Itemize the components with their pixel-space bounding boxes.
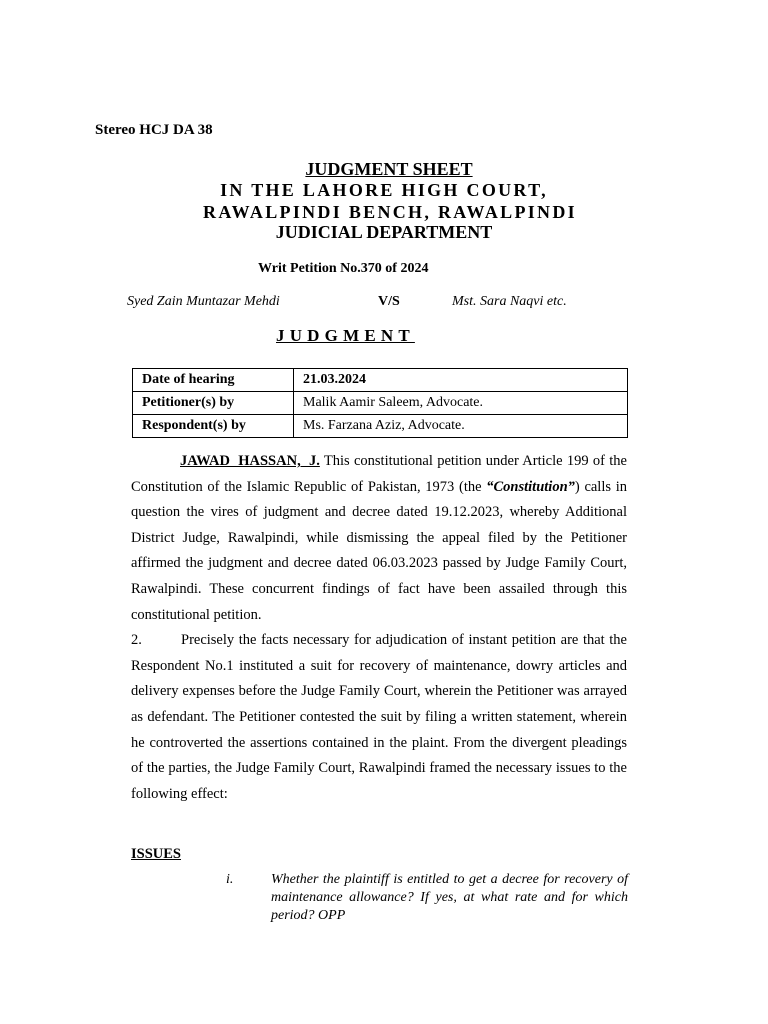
paragraph-number: 2. bbox=[131, 632, 142, 649]
stereo-code: Stereo HCJ DA 38 bbox=[95, 122, 213, 138]
table-label: Petitioner(s) by bbox=[133, 392, 294, 415]
judgment-body bbox=[131, 449, 627, 807]
issue-item bbox=[226, 871, 628, 925]
writ-petition-number: Writ Petition No.370 of 2024 bbox=[258, 261, 429, 276]
paragraph-1 bbox=[131, 449, 627, 628]
table-value: 21.03.2024 bbox=[294, 369, 628, 392]
judge-name: JAWAD HASSAN, J. bbox=[180, 453, 320, 469]
judgment-title: JUDGMENT bbox=[276, 326, 415, 345]
respondent-name: Mst. Sara Naqvi etc. bbox=[452, 294, 567, 309]
table-value: Malik Aamir Saleem, Advocate. bbox=[294, 392, 628, 415]
department-name: JUDICIAL DEPARTMENT bbox=[275, 222, 493, 242]
table-row bbox=[133, 392, 628, 415]
petitioner-name: Syed Zain Muntazar Mehdi bbox=[127, 294, 280, 309]
table-value: Ms. Farzana Aziz, Advocate. bbox=[294, 415, 628, 438]
bench-name: RAWALPINDI BENCH, RAWALPINDI bbox=[203, 202, 577, 222]
issue-text: Whether the plaintiff is entitled to get a decree for recovery of maintenance allowance? If yes, at what rate and for which period? OPP bbox=[271, 872, 628, 923]
paragraph-2 bbox=[131, 628, 627, 807]
table-label: Date of hearing bbox=[133, 369, 294, 392]
table-row bbox=[133, 369, 628, 392]
constitution-term: “Constitution” bbox=[486, 478, 575, 495]
court-name: IN THE LAHORE HIGH COURT, bbox=[220, 180, 548, 200]
versus-label: V/S bbox=[378, 294, 400, 309]
paragraph-text: This constitutional petition under Article 199 of the Constitution of the Islamic Republic of Pakistan, 1973 (the bbox=[131, 453, 627, 495]
table-label: Respondent(s) by bbox=[133, 415, 294, 438]
paragraph-text: ) calls in question the vires of judgment and decree dated 19.12.2023, whereby Additional District Judge, Rawalpindi, while dismissing the appeal filed by the Petitioner affirmed the judgment and decree dated 06.03.2023 passed by Judge Family Court, Rawalpindi. These concurrent findings of fact have been assailed through this constitutional petition. bbox=[131, 478, 627, 623]
judgment-sheet-heading: JUDGMENT SHEET bbox=[305, 159, 473, 179]
issue-number: i. bbox=[226, 872, 234, 887]
issues-heading: ISSUES bbox=[131, 846, 181, 862]
table-row bbox=[133, 415, 628, 438]
paragraph-text: Precisely the facts necessary for adjudication of instant petition are that the Respondent No.1 instituted a suit for recovery of maintenance, dowry articles and delivery expenses before the Judge Family Court, wherein the Petitioner was arrayed as defendant. The Petitioner contested the suit by filing a written statement, wherein he controverted the assertions contained in the plaint. From the divergent pleadings of the parties, the Judge Family Court, Rawalpindi framed the necessary issues to the following effect: bbox=[131, 632, 627, 802]
hearing-info-table bbox=[132, 368, 628, 438]
